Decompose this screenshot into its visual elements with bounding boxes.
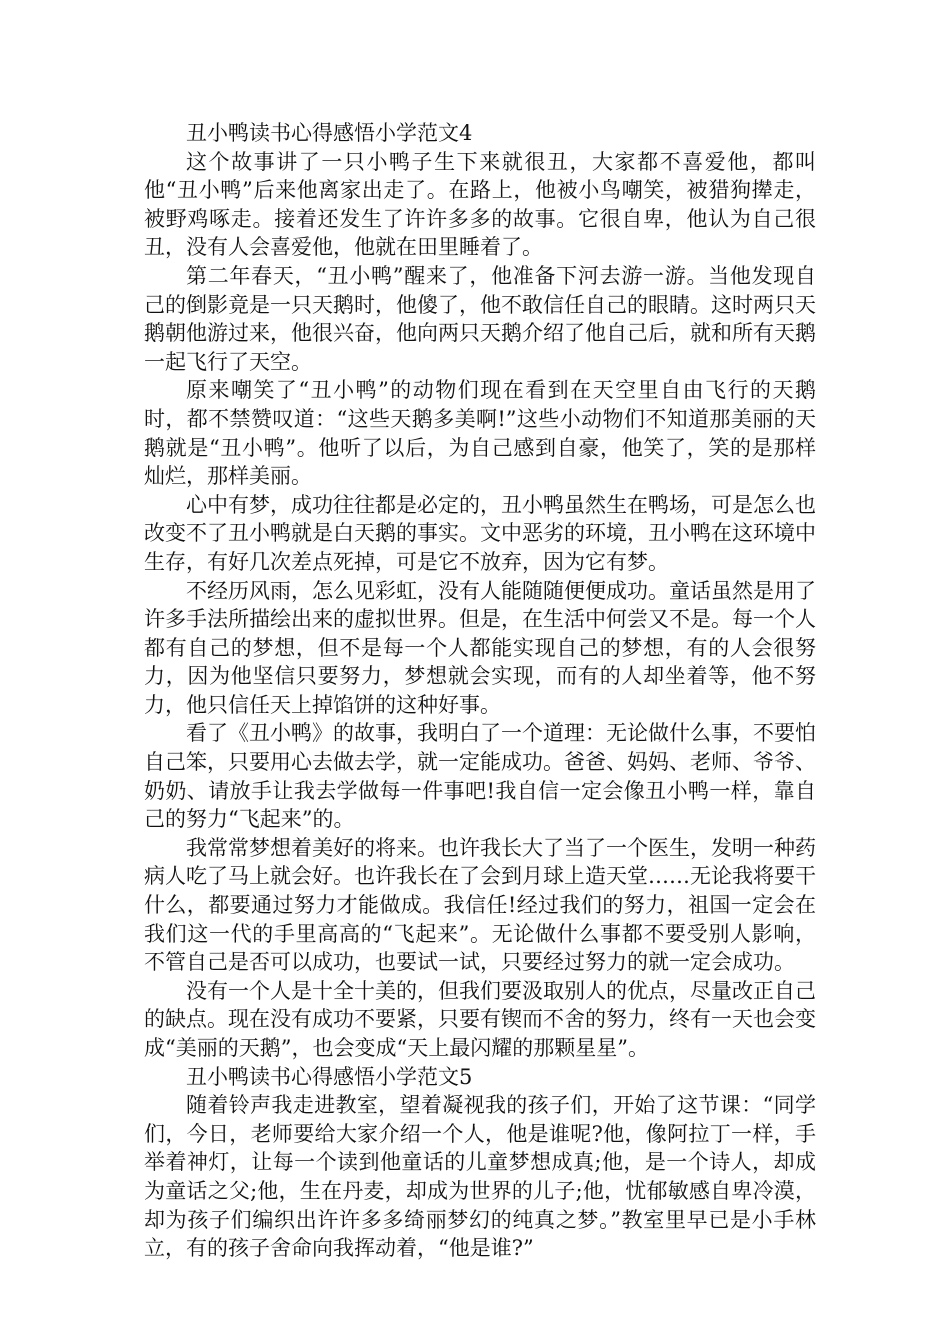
- essay-title-4: 丑小鸭读书心得感悟小学范文4: [186, 121, 473, 145]
- paragraph: 原来嘲笑了“丑小鸭”的动物们现在看到在天空里自由飞行的天鹅时，都不禁赞叹道：“这些天鹅多美啊!”这些小动物们不知道那美丽的天鹅就是“丑小鸭”。他听了以后，为自己感到自豪，他笑了，笑的是那样灿烂，那样美丽。: [144, 378, 816, 489]
- essay-title-5: 丑小鸭读书心得感悟小学范文5: [186, 1064, 473, 1089]
- paragraph: 第二年春天，“丑小鸭”醒来了，他准备下河去游一游。当他发现自己的倒影竟是一只天鹅时，他傻了，他不敢信任自己的眼睛。这时两只天鹅朝他游过来，他很兴奋，他向两只天鹅介绍了他自己后，就和所有天鹅一起飞行了天空。: [144, 263, 816, 374]
- paragraph: 看了《丑小鸭》的故事，我明白了一个道理：无论做什么事，不要怕自己笨，只要用心去做去学，就一定能成功。爸爸、妈妈、老师、爷爷、奶奶、请放手让我去学做每一件事吧!我自信一定会像丑小鸭一样，靠自己的努力“飞起来”的。: [144, 721, 816, 832]
- document-body: [144, 119, 816, 1263]
- paragraph: 不经历风雨，怎么见彩虹，没有人能随随便便成功。童话虽然是用了许多手法所描绘出来的虚拟世界。但是，在生活中何尝又不是。每一个人都有自己的梦想，但不是每一个人都能实现自己的梦想，有的人会很努力，因为他坚信只要努力，梦想就会实现，而有的人却坐着等，他不努力，他只信任天上掉馅饼的这种好事。: [144, 578, 816, 717]
- paragraph: 没有一个人是十全十美的，但我们要汲取别人的优点，尽量改正自己的缺点。现在没有成功不要紧，只要有锲而不舍的努力，终有一天也会变成“美丽的天鹅”，也会变成“天上最闪耀的那颗星星”。: [144, 978, 816, 1060]
- paragraph: 随着铃声我走进教室，望着凝视我的孩子们，开始了这节课：“同学们，今日，老师要给大家介绍一个人，他是谁呢?他，像阿拉丁一样，手举着神灯，让每一个读到他童话的儿童梦想成真;他，是一个诗人，却成为童话之父;他，生在丹麦，却成为世界的儿子;他，忧郁敏感自卑冷漠，却为孩子们编织出许许多多绮丽梦幻的纯真之梦。”教室里早已是小手林立，有的孩子舍命向我挥动着，“他是谁?”: [144, 1093, 816, 1261]
- paragraph: 我常常梦想着美好的将来。也许我长大了当了一个医生，发明一种药病人吃了马上就会好。也许我长在了会到月球上造天堂……无论我将要干什么，都要通过努力才能做成。我信任!经过我们的努力，祖国一定会在我们这一代的手里高高的“飞起来”。无论做什么事都不要受别人影响，不管自己是否可以成功，也要试一试，只要经过努力的就一定会成功。: [144, 835, 816, 975]
- paragraph: 心中有梦，成功往往都是必定的，丑小鸭虽然生在鸭场，可是怎么也改变不了丑小鸭就是白天鹅的事实。文中恶劣的环境，丑小鸭在这环境中生存，有好几次差点死掉，可是它不放弃，因为它有梦。: [144, 492, 816, 574]
- paragraph: 这个故事讲了一只小鸭子生下来就很丑，大家都不喜爱他，都叫他“丑小鸭”后来他离家出走了。在路上，他被小鸟嘲笑，被猎狗撵走，被野鸡啄走。接着还发生了许许多多的故事。它很自卑，他认为自己很丑，没有人会喜爱他，他就在田里睡着了。: [144, 149, 816, 260]
